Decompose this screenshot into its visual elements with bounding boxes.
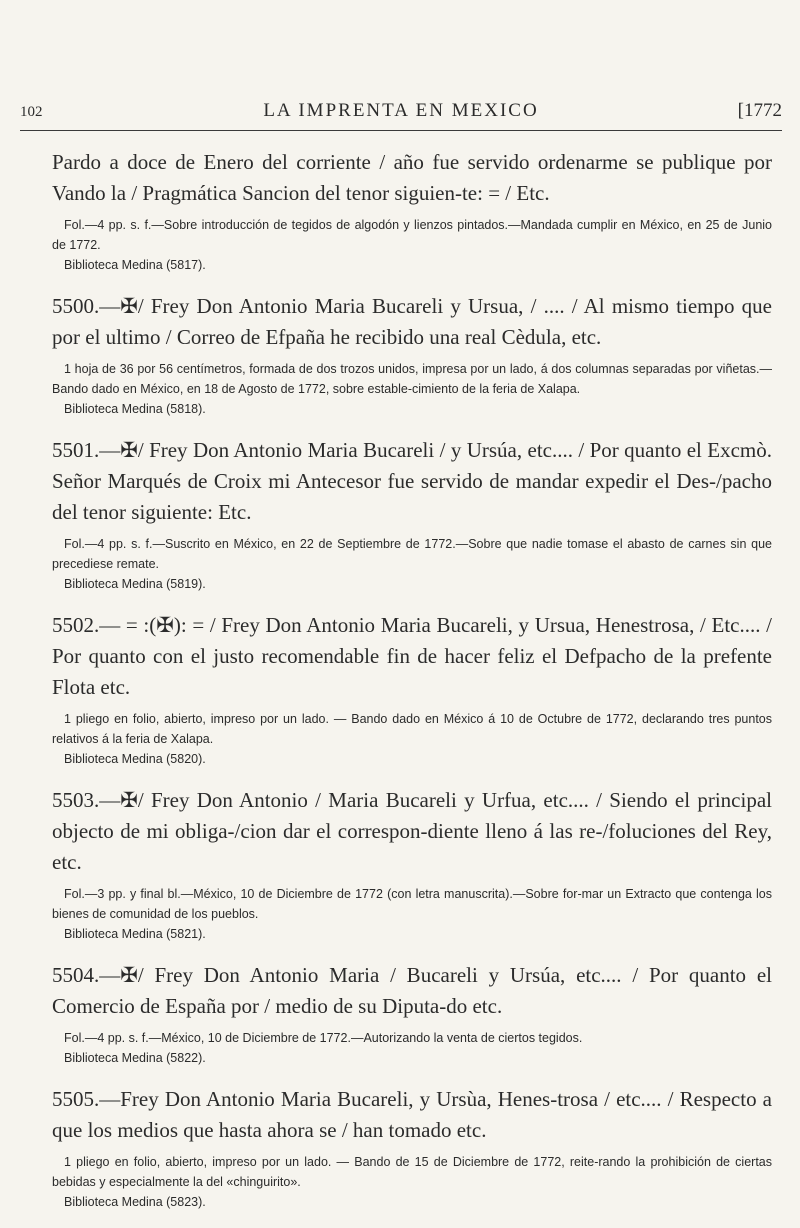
entry-description: 1 pliego en folio, abierto, impreso por un lado. — Bando de 15 de Diciembre de 1772, reite-rando la prohibición de ciertas bebidas y especialmente la del «chinguirito». (52, 1155, 772, 1189)
entry-5501 (52, 435, 772, 594)
entry-bibliography: Biblioteca Medina (5820). (64, 752, 206, 766)
entry-5502 (52, 610, 772, 769)
entry-heading: 5504.—✠/ Frey Don Antonio Maria / Bucareli y Ursúa, etc.... / Por quanto el Comercio de España por / medio de su Diputa-do etc. (52, 963, 772, 1018)
entry-heading: 5503.—✠/ Frey Don Antonio / Maria Bucareli y Urfua, etc.... / Siendo el principal objecto de mi obliga-/cion dar el correspon-diente lleno á las re-/foluciones del Rey, etc. (52, 788, 772, 874)
entry-heading: 5500.—✠/ Frey Don Antonio Maria Bucareli y Ursua, / .... / Al mismo tiempo que por el ultimo / Correo de Efpaña he recibido una real Cèdula, etc. (52, 294, 772, 349)
running-title: LA IMPRENTA EN MEXICO (263, 100, 539, 121)
entry-description: Fol.—3 pp. y final bl.—México, 10 de Diciembre de 1772 (con letra manuscrita).—Sobre for-mar un Extracto que contenga los bienes de comunidad de los pueblos. (52, 887, 772, 921)
entry-bibliography: Biblioteca Medina (5822). (64, 1051, 206, 1065)
entry-5505 (52, 1084, 772, 1212)
header-rule (20, 130, 782, 131)
entry-heading: Pardo a doce de Enero del corriente / año fue servido ordenarme se publique por Vando la / Pragmática Sancion del tenor siguien-te: = / Etc. (52, 150, 772, 205)
entry-description: 1 hoja de 36 por 56 centímetros, formada de dos trozos unidos, impresa por un lado, á dos columnas separadas por viñetas.—Bando dado en México, en 18 de Agosto de 1772, sobre estable-cimiento de la feria de Xalapa. (52, 362, 772, 396)
entry-bibliography: Biblioteca Medina (5817). (64, 258, 206, 272)
page-number: 102 (20, 104, 43, 120)
header-year: [1772 (737, 100, 782, 121)
entry-5500 (52, 291, 772, 419)
entry-description: Fol.—4 pp. s. f.—Sobre introducción de tegidos de algodón y lienzos pintados.—Mandada cumplir en México, en 25 de Junio de 1772. (52, 218, 772, 252)
entry-5499 (52, 147, 772, 275)
entry-description: Fol.—4 pp. s. f.—México, 10 de Diciembre de 1772.—Autorizando la venta de ciertos tegidos. (64, 1031, 583, 1045)
entry-description: Fol.—4 pp. s. f.—Suscrito en México, en 22 de Septiembre de 1772.—Sobre que nadie tomase el abasto de carnes sin que precediese remate. (52, 537, 772, 571)
entry-heading: 5501.—✠/ Frey Don Antonio Maria Bucareli / y Ursúa, etc.... / Por quanto el Excmò. Señor Marqués de Croix mi Antecesor fue servido de mandar expedir el Des-/pacho del tenor siguiente: Etc. (52, 438, 772, 524)
entry-bibliography: Biblioteca Medina (5821). (64, 927, 206, 941)
entry-heading: 5505.—Frey Don Antonio Maria Bucareli, y Ursùa, Henes-trosa / etc.... / Respecto a que los medios que hasta ahora se / han tomado etc. (52, 1087, 772, 1142)
running-header (20, 100, 782, 128)
entry-heading: 5502.— = :(✠): = / Frey Don Antonio Maria Bucareli, y Ursua, Henestrosa, / Etc.... / Por quanto con el justo recomendable fin de hacer feliz el Defpacho de la prefente Flota etc. (52, 613, 772, 699)
entry-5503 (52, 785, 772, 944)
entry-bibliography: Biblioteca Medina (5819). (64, 577, 206, 591)
entry-5504 (52, 960, 772, 1068)
entry-bibliography: Biblioteca Medina (5818). (64, 402, 206, 416)
entry-description: 1 pliego en folio, abierto, impreso por un lado. — Bando dado en México á 10 de Octubre de 1772, declarando tres puntos relativos á la feria de Xalapa. (52, 712, 772, 746)
entry-bibliography: Biblioteca Medina (5823). (64, 1195, 206, 1209)
page-body (52, 147, 772, 1228)
